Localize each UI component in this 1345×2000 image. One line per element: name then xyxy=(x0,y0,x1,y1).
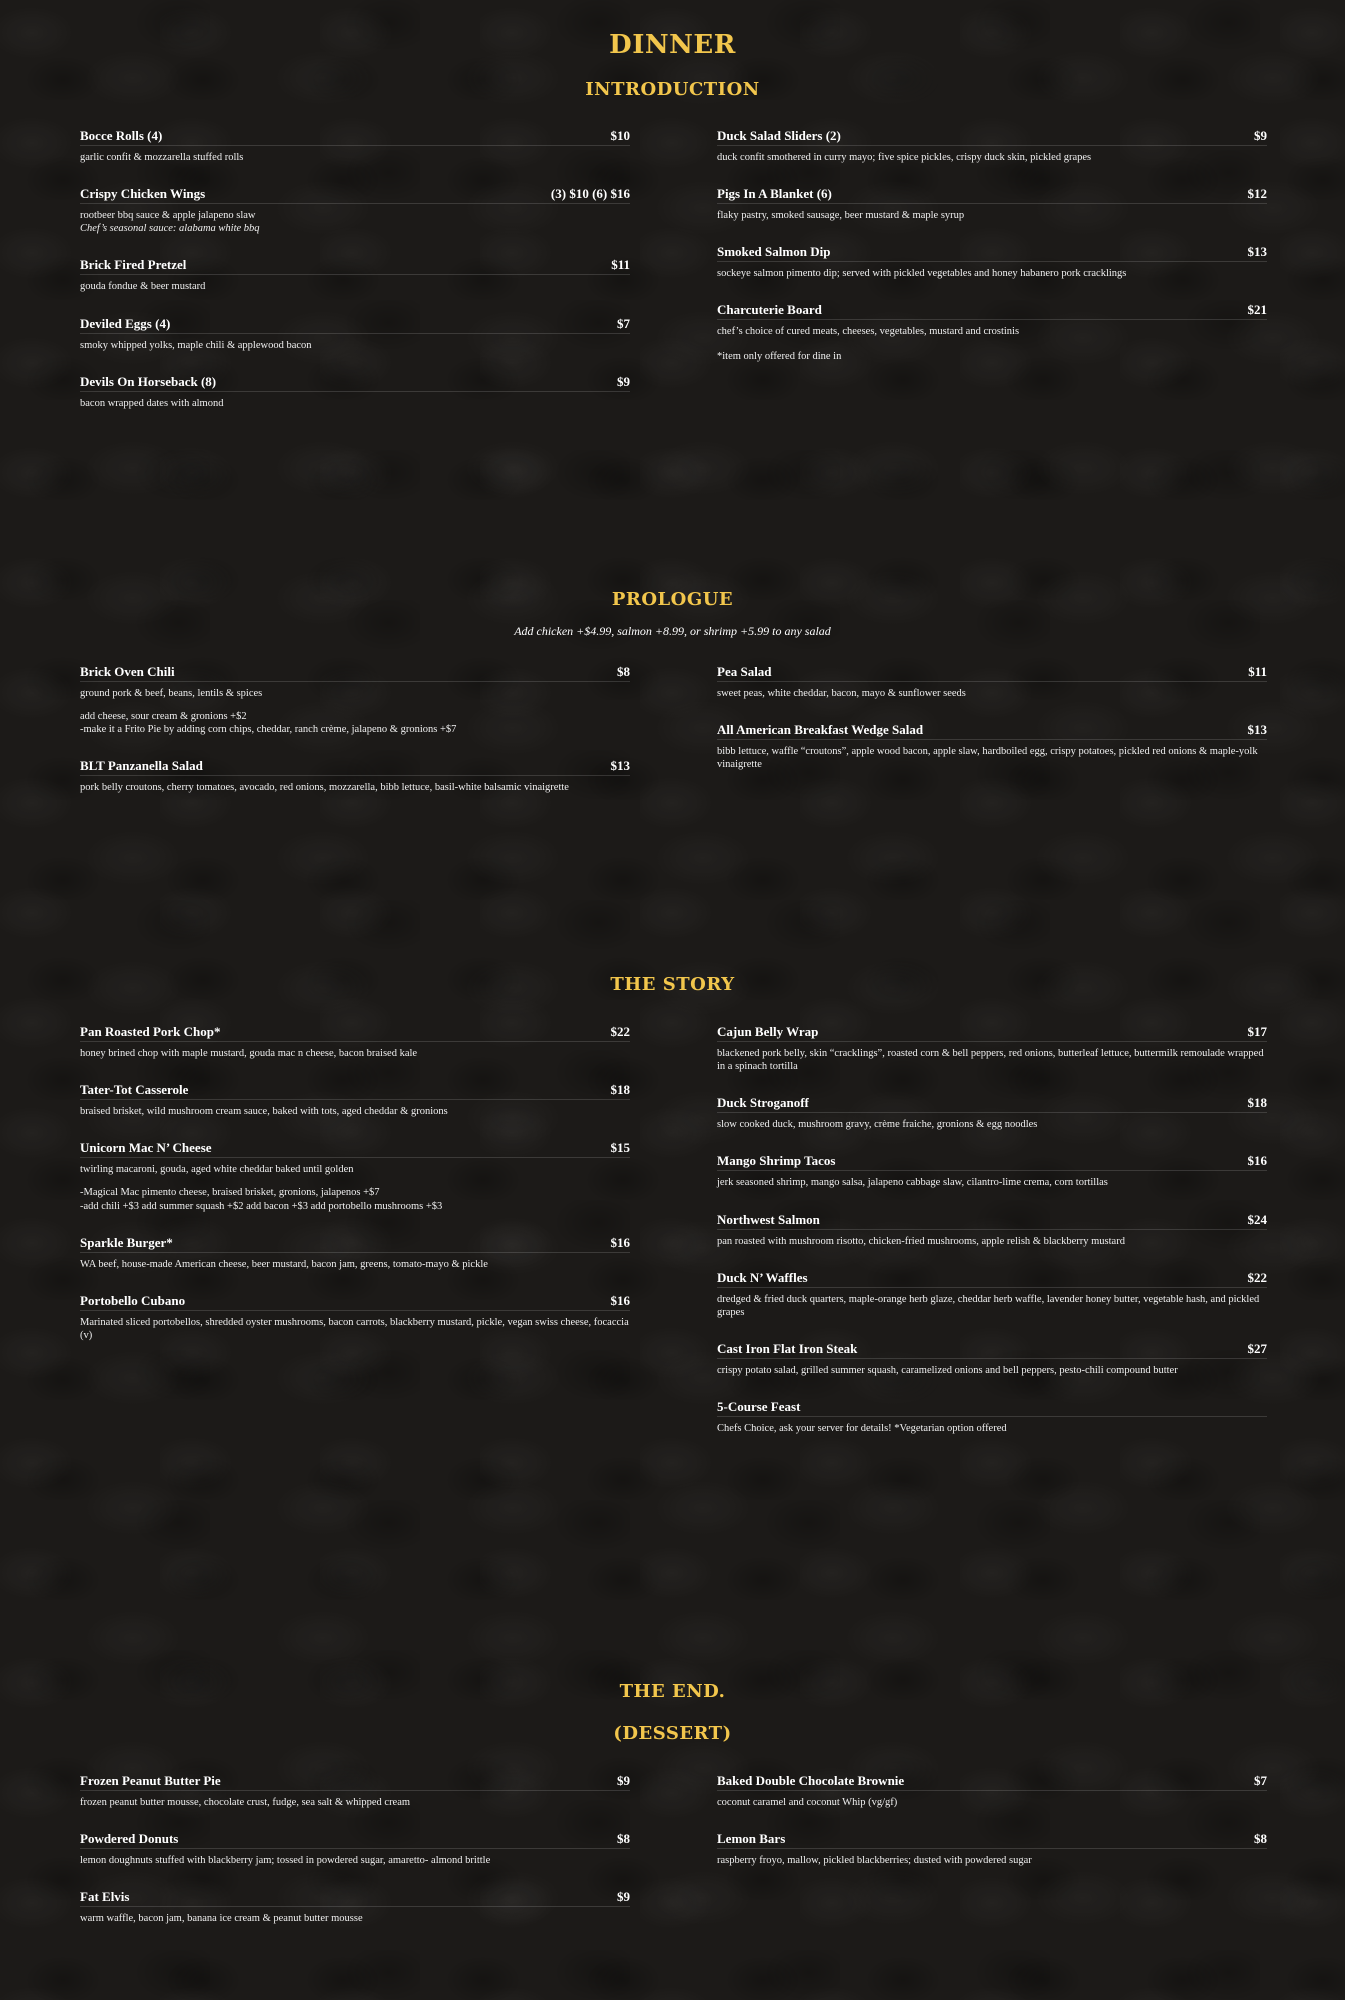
item-description: WA beef, house-made American cheese, beer mustard, bacon jam, greens, tomato-mayo & pickle xyxy=(80,1258,488,1270)
item-price: $16 xyxy=(610,1292,630,1308)
item-name: Pea Salad xyxy=(717,664,772,679)
item-description: lemon doughnuts stuffed with blackberry jam; tossed in powdered sugar, amaretto- almond brittle xyxy=(80,1855,491,1867)
menu-item xyxy=(80,1831,630,1867)
item-name: Smoked Salmon Dip xyxy=(717,244,831,260)
item-description: sweet peas, white cheddar, bacon, mayo & sunflower seeds xyxy=(717,688,966,699)
item-description: gouda fondue & beer mustard xyxy=(80,281,206,293)
menu-item xyxy=(717,186,1267,222)
item-description: braised brisket, wild mushroom cream sauce, baked with tots, aged cheddar & gronions xyxy=(80,1106,448,1118)
item-price: $13 xyxy=(610,758,630,774)
menu-item xyxy=(80,316,630,352)
item-price: $16 xyxy=(610,1234,630,1250)
prologue-left-column xyxy=(80,664,630,817)
item-price: $8 xyxy=(617,664,630,679)
item-note: add cheese, sour cream & gronions +$2 xyxy=(80,711,247,723)
item-name: All American Breakfast Wedge Salad xyxy=(717,722,924,738)
item-name: Lemon Bars xyxy=(717,1831,786,1847)
item-name: Baked Double Chocolate Brownie xyxy=(717,1773,905,1788)
menu-item xyxy=(80,1889,630,1925)
item-price: $11 xyxy=(611,257,630,273)
menu-item xyxy=(80,186,630,235)
item-description: smoky whipped yolks, maple chili & applewood bacon xyxy=(80,339,312,351)
section-subtitle-dessert: (DESSERT) xyxy=(613,1723,732,1744)
item-description: dredged & fried duck quarters, maple-orange herb glaze, cheddar herb waffle, lavender honey butter, vegetable hash, and pickled grapes xyxy=(717,1293,1260,1318)
item-name: Cast Iron Flat Iron Steak xyxy=(717,1340,858,1356)
item-description: honey brined chop with maple mustard, gouda mac n cheese, bacon braised kale xyxy=(80,1048,418,1059)
menu-item xyxy=(80,1235,630,1271)
item-price: $10 xyxy=(610,128,630,143)
item-price: $15 xyxy=(610,1140,630,1156)
menu-item xyxy=(80,374,630,410)
menu-item xyxy=(717,1153,1267,1189)
item-price: $18 xyxy=(610,1082,630,1098)
story-right-column xyxy=(717,1024,1267,1457)
item-name: Brick Oven Chili xyxy=(80,664,175,679)
item-description: Marinated sliced portobellos, shredded oyster mushrooms, bacon carrots, blackberry mustard, pickle, vegan swiss cheese, focaccia (v) xyxy=(80,1316,629,1341)
item-description: rootbeer bbq sauce & apple jalapeno slaw xyxy=(80,210,256,222)
item-price: $17 xyxy=(1247,1024,1267,1039)
introduction-right-column xyxy=(717,128,1267,362)
introduction-left-column xyxy=(80,128,630,432)
menu-item xyxy=(717,302,1267,338)
item-name: Tater-Tot Casserole xyxy=(80,1082,189,1098)
item-description: garlic confit & mozzarella stuffed rolls xyxy=(80,152,244,163)
item-name: Portobello Cubano xyxy=(80,1292,186,1308)
menu-item xyxy=(717,1831,1267,1867)
menu-item xyxy=(717,128,1267,164)
item-price: (3) $10 (6) $16 xyxy=(550,186,630,202)
item-name: Duck Stroganoff xyxy=(717,1095,809,1111)
item-description: twirling macaroni, gouda, aged white cheddar baked until golden xyxy=(80,1164,354,1176)
item-description: bacon wrapped dates with almond xyxy=(80,397,224,409)
item-name: Devils On Horseback (8) xyxy=(80,373,217,389)
menu-item xyxy=(717,664,1267,700)
item-price: $18 xyxy=(1247,1095,1267,1111)
menu-item xyxy=(717,1212,1267,1248)
prologue-right-column xyxy=(717,664,1267,793)
item-description: raspberry froyo, mallow, pickled blackberries; dusted with powdered sugar xyxy=(717,1855,1032,1867)
item-price: $13 xyxy=(1247,722,1267,738)
item-name: Northwest Salmon xyxy=(717,1211,820,1227)
menu-item xyxy=(80,1773,630,1809)
item-note: -Magical Mac pimento cheese, braised brisket, gronions, jalapenos +$7 xyxy=(80,1187,380,1199)
item-price: $7 xyxy=(1254,1773,1267,1788)
menu-item xyxy=(717,1024,1267,1073)
item-name: Frozen Peanut Butter Pie xyxy=(80,1773,221,1788)
item-name: Duck N’ Waffles xyxy=(717,1269,808,1285)
item-price: $12 xyxy=(1247,186,1267,202)
item-description: slow cooked duck, mushroom gravy, crème fraiche, gronions & egg noodles xyxy=(717,1119,1038,1131)
menu-item xyxy=(80,257,630,293)
item-description: duck confit smothered in curry mayo; five spice pickles, crispy duck skin, pickled grapes xyxy=(717,152,1092,163)
menu-item xyxy=(80,758,630,794)
item-description: chef’s choice of cured meats, cheeses, vegetables, mustard and crostinis xyxy=(717,326,1020,338)
item-note: -make it a Frito Pie by adding corn chips, cheddar, ranch crème, jalapeno & gronions +$7 xyxy=(80,724,457,736)
item-description: sockeye salmon pimento dip; served with pickled vegetables and honey habanero pork cracklings xyxy=(717,268,1127,280)
item-description: jerk seasoned shrimp, mango salsa, jalapeno cabbage slaw, cilantro-lime crema, corn tortillas xyxy=(717,1177,1108,1189)
menu-item xyxy=(80,1293,630,1342)
item-price: $9 xyxy=(1254,128,1267,143)
item-name: Charcuterie Board xyxy=(717,302,822,318)
menu-item xyxy=(717,722,1267,771)
story-left-column xyxy=(80,1024,630,1364)
item-description: crispy potato salad, grilled summer squash, caramelized onions and bell peppers, pesto-chili compound butter xyxy=(717,1364,1178,1376)
item-name: Unicorn Mac N’ Cheese xyxy=(80,1140,212,1156)
salad-addon-note: Add chicken +$4.99, salmon +8.99, or shrimp +5.99 to any salad xyxy=(514,624,831,638)
item-description: pork belly croutons, cherry tomatoes, avocado, red onions, mozzarella, bibb lettuce, basil-white balsamic vinaigrette xyxy=(80,782,569,794)
item-name: Crispy Chicken Wings xyxy=(80,186,206,202)
item-description: pan roasted with mushroom risotto, chicken-fried mushrooms, apple relish & blackberry mustard xyxy=(717,1235,1125,1247)
section-title-prologue: PROLOGUE xyxy=(611,589,734,610)
item-price: $22 xyxy=(1247,1269,1267,1285)
item-description: ground pork & beef, beans, lentils & spices xyxy=(80,688,263,699)
item-name: Bocce Rolls (4) xyxy=(80,128,163,143)
item-price: $21 xyxy=(1247,302,1267,318)
item-description: flaky pastry, smoked sausage, beer mustard & maple syrup xyxy=(717,210,965,222)
menu-item xyxy=(717,1773,1267,1809)
item-price: $24 xyxy=(1247,1211,1267,1227)
item-description: frozen peanut butter mousse, chocolate crust, fudge, sea salt & whipped cream xyxy=(80,1797,411,1808)
item-price: $9 xyxy=(617,373,630,389)
item-name: Pigs In A Blanket (6) xyxy=(717,186,832,202)
item-description: blackened pork belly, skin “cracklings”, roasted corn & bell peppers, red onions, butterleaf lettuce, buttermilk remoulade wrapped in a spinach tortilla xyxy=(717,1048,1264,1073)
item-price: $27 xyxy=(1247,1340,1267,1356)
item-name: Brick Fired Pretzel xyxy=(80,257,187,273)
item-name: 5-Course Feast xyxy=(717,1399,801,1414)
item-description: Chefs Choice, ask your server for details! *Vegetarian option offered xyxy=(717,1423,1007,1434)
item-description: bibb lettuce, waffle “croutons”, apple wood bacon, apple slaw, hardboiled egg, crispy potatoes, pickled red onions & maple-yolk vinaigrette xyxy=(717,746,1258,771)
menu-item xyxy=(80,1082,630,1118)
item-description: warm waffle, bacon jam, banana ice cream & peanut butter mousse xyxy=(80,1913,363,1925)
menu-item xyxy=(717,1399,1267,1435)
section-title-the-end: THE END. xyxy=(619,1681,726,1702)
item-price: $11 xyxy=(1248,664,1267,679)
section-title-the-story: THE STORY xyxy=(610,974,735,995)
item-price: $9 xyxy=(617,1773,630,1788)
item-price: $8 xyxy=(1254,1831,1267,1847)
menu-item xyxy=(717,244,1267,280)
item-name: Sparkle Burger* xyxy=(80,1234,173,1250)
menu-item xyxy=(717,1270,1267,1319)
item-name: Powdered Donuts xyxy=(80,1831,179,1847)
item-name: Cajun Belly Wrap xyxy=(717,1024,819,1039)
item-note: -add chili +$3 add summer squash +$2 add bacon +$3 add portobello mushrooms +$3 xyxy=(80,1200,443,1212)
menu-item xyxy=(717,1341,1267,1377)
item-price: $16 xyxy=(1247,1153,1267,1169)
item-name: Mango Shrimp Tacos xyxy=(717,1153,836,1169)
item-description: coconut caramel and coconut Whip (vg/gf) xyxy=(717,1797,898,1808)
item-name: Fat Elvis xyxy=(80,1889,130,1905)
dessert-right-column xyxy=(717,1773,1267,1889)
section-title-introduction: INTRODUCTION xyxy=(585,79,760,100)
item-name: Duck Salad Sliders (2) xyxy=(717,128,841,143)
menu-item xyxy=(80,664,630,736)
item-name: Deviled Eggs (4) xyxy=(80,315,171,331)
page-title: DINNER xyxy=(609,30,736,60)
item-name: BLT Panzanella Salad xyxy=(80,758,203,774)
item-price: $8 xyxy=(617,1831,630,1847)
menu-item xyxy=(717,1095,1267,1131)
menu-item xyxy=(80,128,630,164)
dine-in-footnote: *item only offered for dine in xyxy=(717,350,842,362)
item-price: $22 xyxy=(610,1024,630,1039)
item-price: $9 xyxy=(617,1889,630,1905)
menu-item xyxy=(80,1140,630,1212)
item-name: Pan Roasted Pork Chop* xyxy=(80,1024,221,1039)
menu-item xyxy=(80,1024,630,1060)
item-price: $7 xyxy=(617,315,630,331)
item-note: Chef’s seasonal sauce: alabama white bbq xyxy=(80,223,260,235)
item-price: $13 xyxy=(1247,244,1267,260)
dessert-left-column xyxy=(80,1773,630,1947)
